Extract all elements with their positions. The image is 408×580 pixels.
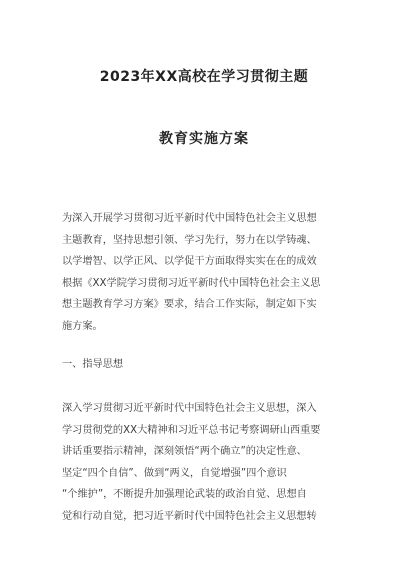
paragraph-line: 以学增智、以学正风、以学促干方面取得实实在在的成效 <box>62 256 317 268</box>
paragraph-line: 主题教育，坚持思想引领、学习先行，努力在以学铸魂、 <box>62 234 317 246</box>
section-heading: 一、指导思想 <box>62 359 124 370</box>
paragraph-line: 根据《XX学院学习贯彻习近平新时代中国特色社会主义思 <box>62 277 321 289</box>
paragraph-line: 讲话重要指示精神，深刻领悟“两个确立”的决定性意、 <box>62 446 307 458</box>
paragraph-line: 觉和行动自觉，把习近平新时代中国特色社会主义思想转 <box>62 510 317 522</box>
paragraph-line: 深入学习贯彻习近平新时代中国特色社会主义思想，深入 <box>62 403 317 414</box>
section-paragraph <box>62 398 350 528</box>
paragraph-line: “个维护”，不断提升加强理论武装的政治自觉、思想自 <box>62 489 307 501</box>
document-title-line-2: 教育实施方案 <box>159 131 249 147</box>
document-title-line-1: 2023年XX高校在学习贯彻主题 <box>99 69 309 85</box>
paragraph-line: 施方案。 <box>62 320 103 332</box>
paragraph-line: 为深入开展学习贯彻习近平新时代中国特色社会主义思想 <box>62 213 317 224</box>
paragraph-line: 想主题教育学习方案》要求，结合工作实际，制定如下实 <box>62 299 317 311</box>
paragraph-line: 坚定“四个自信”、做到“两义，自觉增强”四个意识 <box>62 467 287 479</box>
intro-paragraph <box>62 208 350 338</box>
paragraph-line: 学习贯彻党的XX大精神和习近平总书记考察调研山西重要 <box>62 424 321 436</box>
